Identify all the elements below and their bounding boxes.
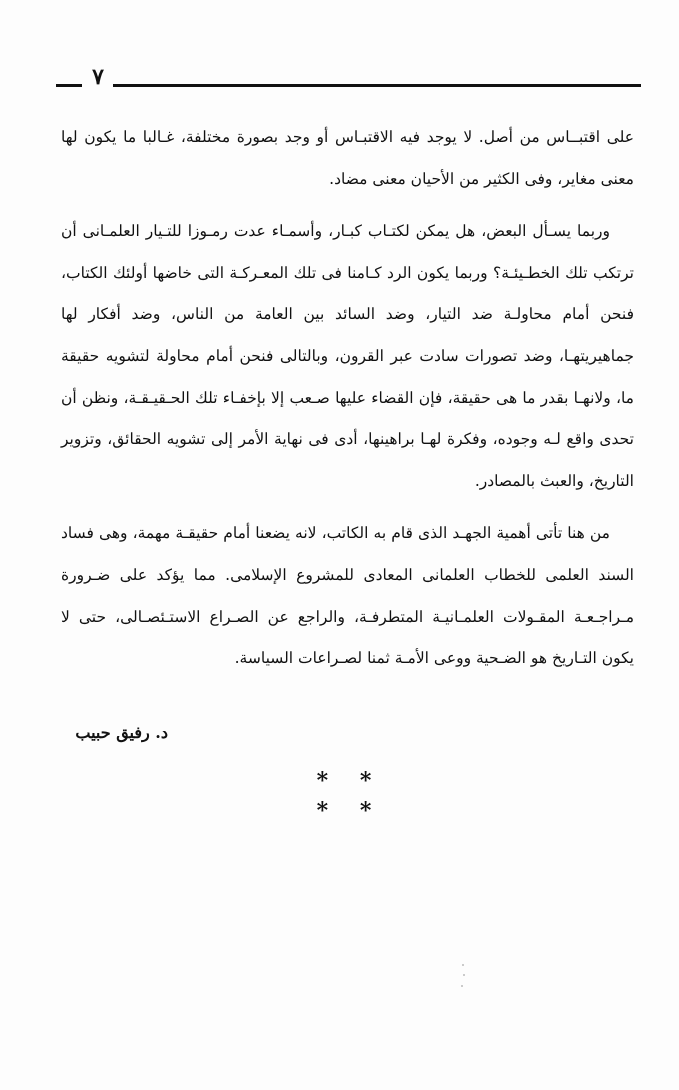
paragraph: من هنا تأتى أهمية الجهـد الذى قام به الكاتب، لانه يضعنا أمام حقيقـة مهمة، وهى فساد السند العلمى للخطاب العلمانى المعادى للمشروع الإسلامى. مما يؤكد على ضـرورة مـراجـعـة المقـولات العلمـانيـة المتطرفـة، والراجع عن الصـراع الاستـئصـالى، حتى لا يكون التـاريخ هو الضـحية ووعى الأمـة ثمنا لصـراعات السياسة. (61, 524, 634, 668)
section-separator: * * * * (316, 768, 384, 824)
page-number: ٧ (92, 64, 104, 90)
scan-speck (461, 985, 463, 987)
header-rule-left (56, 84, 82, 87)
page-header (56, 62, 641, 92)
author-signature: د. رفيق حبيب (75, 723, 168, 742)
body-text (61, 117, 634, 680)
scan-speck (463, 974, 465, 976)
scan-speck (462, 964, 464, 966)
paragraph-continued: على اقتبــاس من أصل. لا يوجد فيه الاقتبـاس أو وجد بصورة مختلفة، غـالبا ما يكون لها معنى مغاير، وفى الكثير من الأحيان معنى مضاد. (61, 128, 634, 188)
header-rule-right (113, 84, 641, 87)
paragraph: وربما يسـأل البعض، هل يمكن لكتـاب كبـار، وأسمـاء عدت رمـوزا للتـيار العلمـانى أن ترتكب تلك الخطـيئـة؟ وربما يكون الرد كـامنا فى تلك المعـركـة التى خاضها أولئك الكتاب، فنحن أمام محاولـة ضد التيار، وضد السائد بين العامة من الناس، وضد أفكار لها جماهيريتهـا، وضد تصورات سادت عبر القرون، وبالتالى فنحن أمام محاولة لتشويه حقيقة ما، ولانهـا بقدر ما هى حقيقة، فإن القضاء عليها صـعب إلا بإخفـاء تلك الحـقيـقـة، ونظن أن تحدى واقع لـه وجوده، وفكرة لهـا براهينها، أدى فى نهاية الأمر إلى تشويه الحقائق، وتزوير التاريخ، والعبث بالمصادر. (61, 222, 634, 490)
